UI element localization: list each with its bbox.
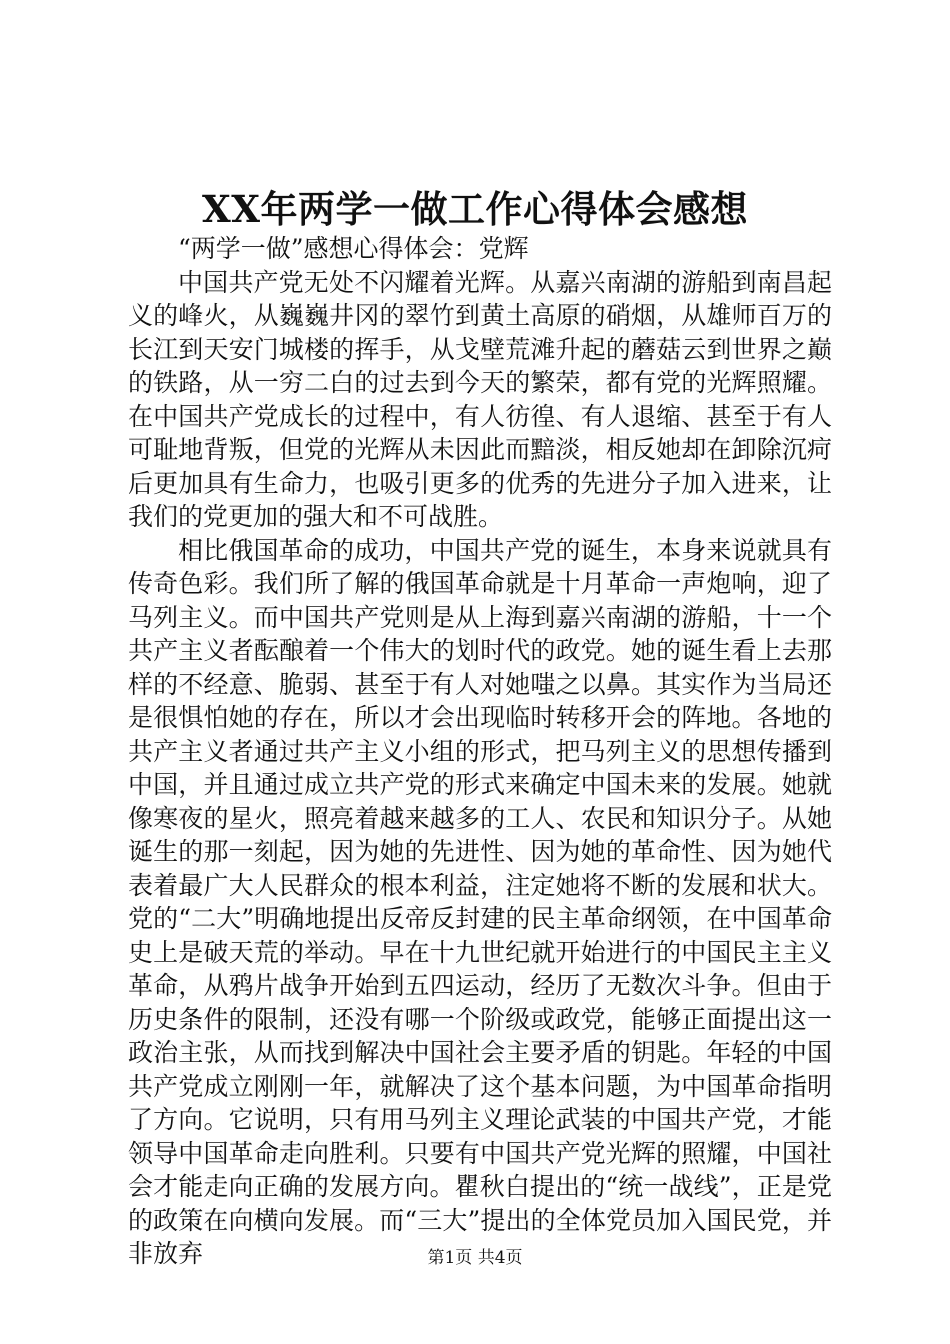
paragraph-2: 相比俄国革命的成功，中国共产党的诞生，本身来说就具有传奇色彩。我们所了解的俄国革命就是十月革命一声炮响，迎了马列主义。而中国共产党则是从上海到嘉兴南湖的游船，十一个共产主义者酝酿着一个伟大的划时代的政党。她的诞生看上去那样的不经意、脆弱、甚至于有人对她嗤之以鼻。其实作为当局还是很惧怕她的存在，所以才会出现临时转移开会的阵地。各地的共产主义者通过共产主义小组的形式，把马列主义的思想传播到中国，并且通过成立共产党的形式来确定中国未来的发展。她就像寒夜的星火，照亮着越来越多的工人、农民和知识分子。从她诞生的那一刻起，因为她的先进性、因为她的革命性、因为她代表着最广大人民群众的根本利益，注定她将不断的发展和状大。党的“二大”明确地提出反帝反封建的民主革命纲领，在中国革命史上是破天荒的举动。早在十九世纪就开始进行的中国民主主义革命，从鸦片战争开始到五四运动，经历了无数次斗争。但由于历史条件的限制，还没有哪一个阶级或政党，能够正面提出这一政治主张，从而找到解决中国社会主要矛盾的钥匙。年轻的中国共产党成立刚刚一年，就解决了这个基本问题，为中国革命指明了方向。它说明，只有用马列主义理论武装的中国共产党，才能领导中国革命走向胜利。只要有中国共产党光辉的照耀，中国社会才能走向正确的发展方向。瞿秋白提出的“统一战线”，正是党的政策在向横向发展。而“三大”提出的全体党员加入国民党，并非放弃 [128,535,832,1268]
document-title: XX年两学一做工作心得体会感想 [202,187,748,231]
paragraph-subtitle: “两学一做”感想心得体会：党辉 [178,234,529,263]
paragraph-1: 中国共产党无处不闪耀着光辉。从嘉兴南湖的游船到南昌起义的峰火，从巍巍井冈的翠竹到黄土高原的硝烟，从雄师百万的长江到天安门城楼的挥手，从戈壁荒滩升起的蘑菇云到世界之巅的铁路，从一穷二白的过去到今天的繁荣，都有党的光辉照耀。在中国共产党成长的过程中，有人彷徨、有人退缩、甚至于有人可耻地背叛，但党的光辉从未因此而黯淡，相反她却在卸除沉疴后更加具有生命力，也吸引更多的优秀的先进分子加入进来，让我们的党更加的强大和不可战胜。 [128,267,832,531]
page-number-footer: 第1页 共4页 [427,1248,523,1268]
document-body [128,232,832,1271]
